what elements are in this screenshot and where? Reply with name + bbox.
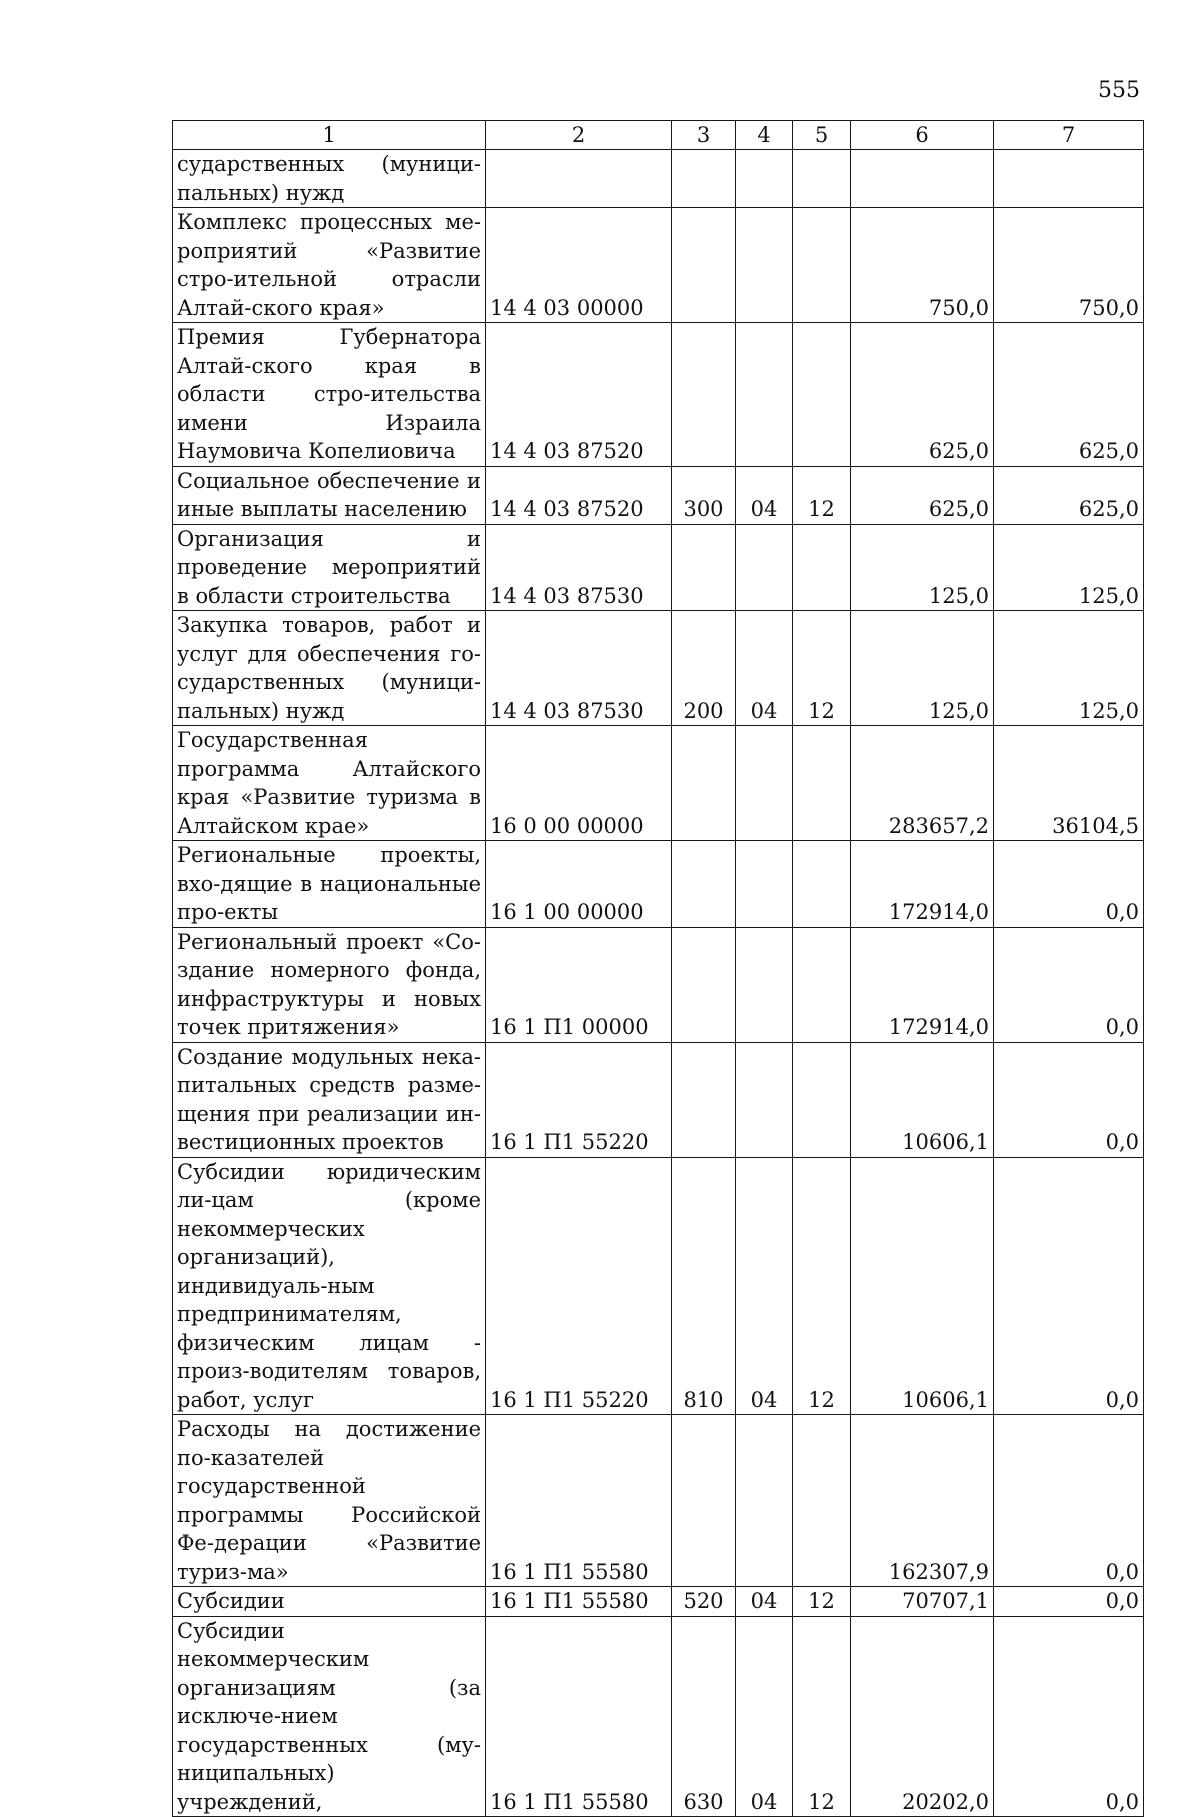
row-expense-type-cell: 630 [672,1616,736,1817]
table-row [173,466,1144,524]
row-name-cell: Социальное обеспечение и иные выплаты населению [173,466,486,524]
table-row [173,150,1144,208]
column-header: 1 [173,121,486,150]
table-row [173,1157,1144,1415]
row-amount-cell: 0,0 [994,1587,1144,1617]
row-section-cell: 04 [736,611,793,726]
row-amount-cell: 125,0 [994,611,1144,726]
row-section-cell: 04 [736,1157,793,1415]
row-section-cell [736,150,793,208]
row-name-cell: Субсидии [173,1587,486,1617]
row-amount-cell: 125,0 [994,524,1144,611]
row-section-cell: 04 [736,466,793,524]
row-expense-type-cell [672,1042,736,1157]
row-section-cell [736,726,793,841]
row-expense-type-cell [672,524,736,611]
budget-table [172,120,1144,1817]
row-name-cell: Организация и проведение мероприятий в области строительства [173,524,486,611]
column-header: 6 [851,121,994,150]
table-row [173,1415,1144,1587]
row-amount-cell: 172914,0 [851,927,994,1042]
row-amount-cell: 125,0 [851,611,994,726]
row-expense-type-cell [672,150,736,208]
row-section-cell: 04 [736,1587,793,1617]
column-header: 4 [736,121,793,150]
row-code-cell: 14 4 03 00000 [486,208,672,323]
row-amount-cell: 162307,9 [851,1415,994,1587]
row-amount-cell [994,150,1144,208]
row-code-cell: 16 1 П1 00000 [486,927,672,1042]
row-expense-type-cell: 200 [672,611,736,726]
row-code-cell: 16 0 00 00000 [486,726,672,841]
row-amount-cell: 0,0 [994,1415,1144,1587]
row-expense-type-cell [672,323,736,467]
row-subsection-cell: 12 [793,466,851,524]
row-section-cell [736,927,793,1042]
row-amount-cell: 750,0 [851,208,994,323]
table-row [173,323,1144,467]
row-name-cell: Государственная программа Алтайского края «Развитие туризма в Алтайском крае» [173,726,486,841]
table-row [173,208,1144,323]
row-subsection-cell [793,524,851,611]
row-expense-type-cell [672,927,736,1042]
row-code-cell: 14 4 03 87530 [486,524,672,611]
row-subsection-cell: 12 [793,611,851,726]
row-subsection-cell [793,927,851,1042]
column-header: 7 [994,121,1144,150]
row-section-cell [736,841,793,928]
row-subsection-cell [793,841,851,928]
row-amount-cell: 0,0 [994,841,1144,928]
row-amount-cell: 20202,0 [851,1616,994,1817]
row-name-cell: Региональные проекты, вхо-дящие в национальные про-екты [173,841,486,928]
row-amount-cell: 625,0 [994,323,1144,467]
row-code-cell: 16 1 00 00000 [486,841,672,928]
row-expense-type-cell: 300 [672,466,736,524]
row-expense-type-cell [672,726,736,841]
row-name-cell: Расходы на достижение по-казателей государственной программы Российской Фе-дерации «Развитие туриз-ма» [173,1415,486,1587]
row-amount-cell: 625,0 [851,466,994,524]
row-amount-cell: 10606,1 [851,1157,994,1415]
row-name-cell: Премия Губернатора Алтай-ского края в области стро-ительства имени Израила Наумовича Копелиовича [173,323,486,467]
row-subsection-cell [793,726,851,841]
table-row [173,1587,1144,1617]
row-code-cell: 16 1 П1 55580 [486,1616,672,1817]
row-expense-type-cell: 520 [672,1587,736,1617]
row-expense-type-cell [672,841,736,928]
row-subsection-cell [793,150,851,208]
row-amount-cell: 625,0 [851,323,994,467]
row-code-cell: 14 4 03 87530 [486,611,672,726]
row-section-cell [736,524,793,611]
row-code-cell: 16 1 П1 55220 [486,1042,672,1157]
row-amount-cell: 750,0 [994,208,1144,323]
table-row [173,1616,1144,1817]
row-amount-cell: 125,0 [851,524,994,611]
row-amount-cell: 283657,2 [851,726,994,841]
table-row [173,1042,1144,1157]
row-amount-cell: 36104,5 [994,726,1144,841]
page-number: 555 [1098,78,1140,103]
column-header: 5 [793,121,851,150]
row-name-cell: сударственных (муници-пальных) нужд [173,150,486,208]
table-row [173,524,1144,611]
row-subsection-cell: 12 [793,1157,851,1415]
row-amount-cell [851,150,994,208]
row-section-cell [736,208,793,323]
row-code-cell: 14 4 03 87520 [486,323,672,467]
row-name-cell: Закупка товаров, работ и услуг для обеспечения го-сударственных (муници-пальных) нужд [173,611,486,726]
row-section-cell [736,1042,793,1157]
row-code-cell: 16 1 П1 55580 [486,1587,672,1617]
row-amount-cell: 10606,1 [851,1042,994,1157]
row-code-cell [486,150,672,208]
row-amount-cell: 70707,1 [851,1587,994,1617]
row-code-cell: 16 1 П1 55580 [486,1415,672,1587]
table-body [173,150,1144,1817]
row-name-cell: Комплекс процессных ме-роприятий «Развитие стро-ительной отрасли Алтай-ского края» [173,208,486,323]
row-amount-cell: 0,0 [994,1042,1144,1157]
row-amount-cell: 172914,0 [851,841,994,928]
row-expense-type-cell: 810 [672,1157,736,1415]
table-header-row [173,121,1144,150]
row-subsection-cell [793,1042,851,1157]
row-subsection-cell: 12 [793,1616,851,1817]
row-name-cell: Региональный проект «Со-здание номерного фонда, инфраструктуры и новых точек притяжения» [173,927,486,1042]
row-expense-type-cell [672,1415,736,1587]
table-row [173,927,1144,1042]
row-subsection-cell: 12 [793,1587,851,1617]
row-section-cell: 04 [736,1616,793,1817]
row-subsection-cell [793,1415,851,1587]
row-section-cell [736,323,793,467]
column-header: 2 [486,121,672,150]
row-code-cell: 16 1 П1 55220 [486,1157,672,1415]
row-amount-cell: 625,0 [994,466,1144,524]
row-section-cell [736,1415,793,1587]
table-row [173,611,1144,726]
row-amount-cell: 0,0 [994,927,1144,1042]
row-amount-cell: 0,0 [994,1616,1144,1817]
row-name-cell: Создание модульных нека-питальных средств разме-щения при реализации ин-вестиционных проектов [173,1042,486,1157]
row-expense-type-cell [672,208,736,323]
row-amount-cell: 0,0 [994,1157,1144,1415]
row-subsection-cell [793,323,851,467]
row-name-cell: Субсидии юридическим ли-цам (кроме некоммерческих организаций), индивидуаль-ным предпринимателям, физическим лицам - произ-водителям товаров, работ, услуг [173,1157,486,1415]
table-row [173,841,1144,928]
table-row [173,726,1144,841]
row-subsection-cell [793,208,851,323]
column-header: 3 [672,121,736,150]
row-code-cell: 14 4 03 87520 [486,466,672,524]
row-name-cell: Субсидии некоммерческим организациям (за исключе-нием государственных (му-ниципальных) учреждений, [173,1616,486,1817]
